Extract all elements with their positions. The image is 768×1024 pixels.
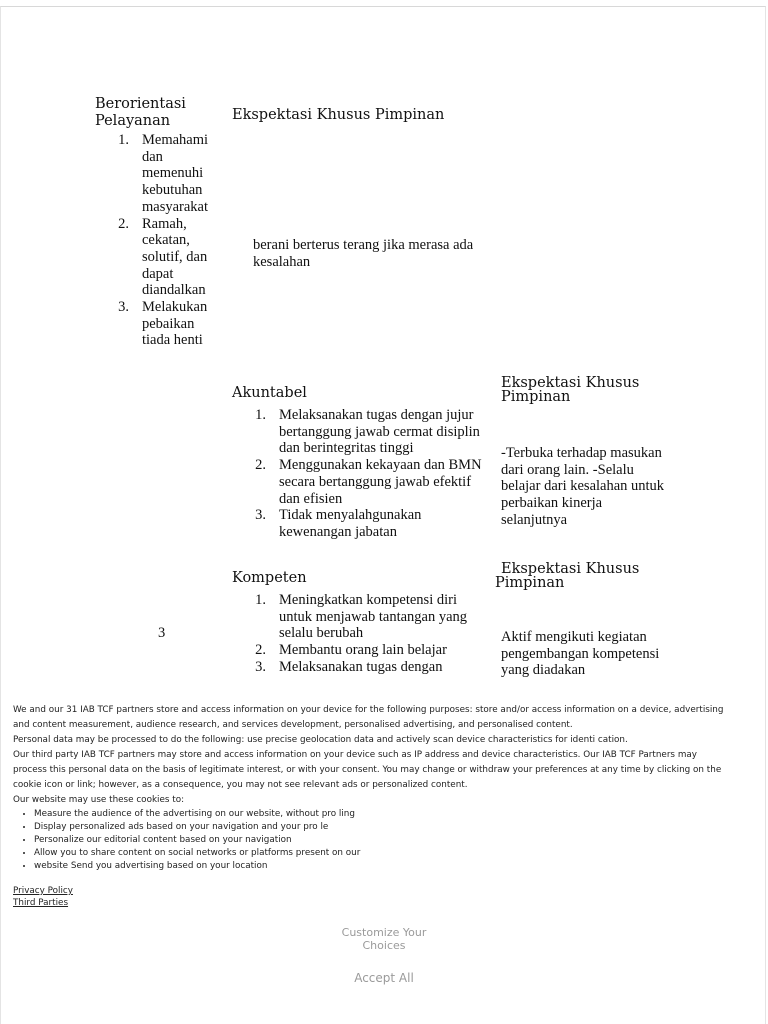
consent-paragraph (13, 748, 753, 793)
title-line: Ekspektasi Khusus (501, 561, 640, 577)
cookie-consent-banner (1, 691, 766, 1024)
list-line: diandalkan (142, 282, 206, 299)
page-number: 3 (158, 625, 166, 641)
section-title-akuntabel: Akuntabel (232, 385, 307, 401)
expectation-title: Ekspektasi Khusus Pimpinan (232, 107, 445, 123)
list-line: solutif, dan (142, 248, 208, 265)
list-item: • Allow you to share content on social networks or platforms present on our (34, 847, 753, 860)
text-line: and content measurement, audience research, and services development, personalised advertising, and personalised content. (13, 720, 573, 730)
list-line: masyarakat (142, 198, 209, 215)
button-label-line: Choices (362, 939, 406, 952)
list-item (95, 132, 235, 216)
privacy-policy-link[interactable]: Privacy Policy (13, 886, 73, 896)
list-line: memenuhi (142, 165, 204, 182)
list-line: dan (142, 148, 163, 165)
list-number: 2. (255, 642, 266, 659)
consent-paragraph: Personal data may be processed to do the following: use precise geolocation data and actively scan device characteristics for identi cation. (13, 735, 628, 745)
text-line: berani berterus terang jika merasa ada (253, 237, 474, 253)
list-item (232, 457, 502, 507)
consent-paragraph (13, 703, 753, 733)
list-line: kewenangan jabatan (279, 523, 397, 540)
text-line: -Terbuka terhadap masukan (501, 445, 662, 461)
list-line: secara bertanggung jawab efektif (279, 473, 472, 490)
list-item (95, 299, 235, 349)
title-line: Pimpinan (501, 389, 571, 405)
title-line: Pimpinan (495, 575, 565, 591)
list-line: Meningkatkan kompetensi diri (279, 592, 457, 608)
consent-paragraph: Our website may use these cookies to: (13, 795, 185, 805)
list-item (95, 216, 235, 300)
expectation-text (253, 237, 503, 270)
expectation-text (501, 629, 691, 679)
third-parties-link[interactable]: Third Parties (13, 898, 69, 908)
text-line: cookie icon or link; however, as a consequence, you may not see relevant ads or personalized content. (13, 780, 468, 790)
list-item: • Measure the audience of the advertising on our website, without pro ling (34, 808, 753, 821)
list-number: 3. (255, 658, 266, 675)
list-line: untuk menjawab tantangan yang (279, 608, 468, 625)
accept-all-button[interactable]: Accept All (284, 971, 484, 985)
list-line: Melakukan (142, 299, 208, 316)
expectation-text (501, 445, 691, 529)
section-title-kompeten: Kompeten (232, 570, 307, 586)
text-line: process this personal data on the basis of legitimate interest, or with your consent. You may change or withdraw your preferences at any time by clicking on the (13, 765, 722, 775)
list-line: bertanggung jawab cermat disiplin (279, 423, 480, 440)
akuntabel-list (232, 407, 502, 541)
list-number: 3. (255, 507, 266, 524)
list-item (232, 592, 502, 642)
button-label-line: Customize Your (341, 926, 427, 939)
list-line: pebaikan (142, 315, 195, 332)
title-line: Ekspektasi Khusus (501, 375, 640, 391)
list-line: Tidak menyalahgunakan (279, 507, 422, 524)
customize-choices-button[interactable] (284, 926, 484, 952)
list-line: Melaksanakan tugas dengan (279, 658, 443, 675)
text-line: kesalahan (253, 253, 311, 270)
section-title-line: Berorientasi (95, 96, 186, 112)
list-line: selalu berubah (279, 625, 364, 642)
list-number: 2. (255, 457, 266, 474)
pelayanan-list (95, 132, 235, 349)
text-line: perbaikan kinerja (501, 495, 603, 512)
text-line: Aktif mengikuti kegiatan (501, 629, 647, 645)
text-line: belajar dari kesalahan untuk (501, 478, 665, 495)
list-item (232, 407, 502, 457)
list-line: Membantu orang lain belajar (279, 642, 447, 659)
list-line: Memahami (142, 132, 209, 148)
text-line: Our third party IAB TCF partners may store and access information on your device such as IP address and device characteristics. Our IAB TCF Partners may (13, 750, 697, 760)
text-line: dari orang lain. -Selalu (501, 461, 634, 478)
list-line: Melaksanakan tugas dengan jujur (279, 407, 474, 423)
document-page (0, 6, 766, 1024)
kompeten-list (232, 592, 502, 676)
list-item (232, 507, 502, 540)
expectation-title (501, 376, 639, 404)
list-line: Menggunakan kekayaan dan BMN (279, 457, 482, 474)
list-line: tiada henti (142, 332, 203, 349)
list-item: • website Send you advertising based on your location (34, 860, 753, 873)
list-item (232, 642, 502, 659)
list-line: cekatan, (142, 232, 190, 249)
list-line: kebutuhan (142, 182, 203, 199)
list-number: 1. (255, 592, 266, 608)
list-line: dan berintegritas tinggi (279, 440, 414, 457)
list-line: Ramah, (142, 215, 187, 232)
section-title-line: Pelayanan (95, 113, 171, 129)
list-number: 2. (118, 215, 129, 232)
text-line: pengembangan kompetensi (501, 645, 660, 662)
list-number: 1. (118, 132, 129, 148)
cookie-purpose-list (13, 808, 753, 873)
text-line: selanjutnya (501, 511, 568, 528)
list-line: dan efisien (279, 490, 343, 507)
list-item (232, 659, 502, 676)
text-line: We and our 31 IAB TCF partners store and access information on your device for the following purposes: store and/or access information on a device, advertising (13, 705, 724, 715)
section-title-berorientasi-pelayanan (95, 96, 225, 130)
expectation-title (495, 562, 639, 590)
list-number: 1. (255, 407, 266, 423)
list-item: • Personalize our editorial content based on your navigation (34, 834, 753, 847)
text-line: yang diadakan (501, 662, 586, 679)
list-line: dapat (142, 265, 174, 282)
list-item: • Display personalized ads based on your navigation and your pro le (34, 821, 753, 834)
list-number: 3. (118, 299, 129, 316)
